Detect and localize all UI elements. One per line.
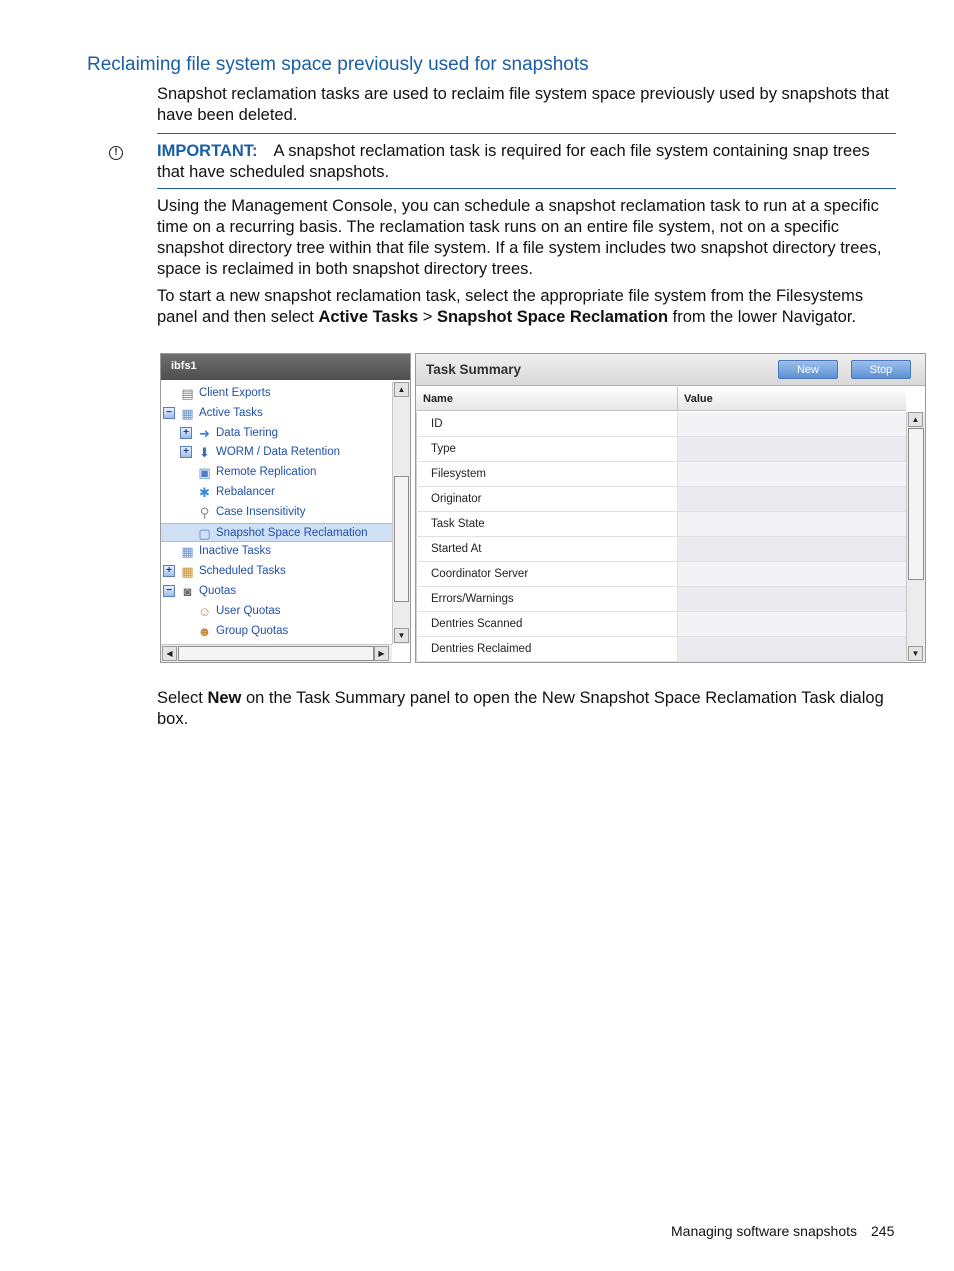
expand-icon[interactable]: + [180,446,192,458]
group-icon: ☻ [197,623,212,639]
tree-item-label: Case Insensitivity [216,505,306,518]
tree-item-label: Active Tasks [199,406,263,419]
case-icon: ⚲ [199,504,210,520]
start-task-paragraph [157,286,899,328]
collapse-icon[interactable]: − [163,585,175,597]
console-screenshot [160,353,925,663]
scroll-right-button[interactable]: ▶ [374,646,389,661]
tree-item[interactable] [161,463,392,482]
page-footer [671,1223,894,1239]
important-circle-icon: ! [109,146,123,160]
grid-scroll-thumb[interactable] [908,428,924,580]
path-separator: > [418,308,437,326]
table-row[interactable] [416,412,906,437]
navigator-panel [160,353,411,663]
tree-item[interactable] [161,523,392,542]
tree-item[interactable] [161,384,392,403]
important-bottom-rule [157,188,896,189]
important-top-rule [157,133,896,134]
row-value [677,512,906,536]
tree-item-label: Data Tiering [216,426,279,439]
task-summary-panel [415,353,926,663]
row-name: Dentries Reclaimed [416,637,676,661]
row-value [677,587,906,611]
row-name: ID [416,412,676,436]
tree-item-label: Group Quotas [216,624,289,637]
important-label: IMPORTANT: [157,142,258,160]
row-name: Started At [416,537,676,561]
new-button[interactable]: New [778,360,838,379]
stop-button[interactable]: Stop [851,360,911,379]
footer-title: Managing software snapshots [671,1223,857,1239]
tiering-arrow-icon: ➜ [199,425,210,441]
table-row[interactable] [416,487,906,512]
task-summary-title: Task Summary [426,362,522,377]
tree-item-label: Rebalancer [216,486,275,498]
new-bold: New [207,689,242,707]
row-value [677,612,906,636]
table-row[interactable] [416,587,906,612]
navigator-hscroll-thumb[interactable] [178,646,374,661]
tree-item[interactable] [161,404,392,423]
tree-item-label: User Quotas [216,604,281,617]
tree-item[interactable] [161,483,392,502]
page-number: 245 [871,1223,895,1239]
row-name: Filesystem [416,462,676,486]
row-name: Errors/Warnings [416,587,676,611]
tree-item-label: Remote Replication [216,466,317,479]
tree-item[interactable] [161,622,392,641]
quota-icon: ◙ [183,584,192,599]
select-new-paragraph [157,688,899,730]
table-row[interactable] [416,637,906,662]
active-tasks-bold: Active Tasks [318,308,419,326]
table-row[interactable] [416,562,906,587]
tree-item[interactable] [161,582,392,601]
user-icon: ☺ [197,603,212,619]
tree-item-label: Scheduled Tasks [199,565,286,578]
tree-item-label: WORM / Data Retention [216,446,340,459]
tree-item[interactable] [161,424,392,443]
navigator-title: ibfs1 [161,354,410,380]
row-value [677,437,906,461]
select-new-text: Select [157,689,208,707]
navigator-scroll-thumb[interactable] [394,476,409,602]
table-row[interactable] [416,437,906,462]
navigator-tree [161,384,392,646]
exports-icon: ▤ [181,386,194,401]
grid-header [416,387,906,411]
tree-item[interactable] [161,562,392,581]
row-name: Task State [416,512,676,536]
row-value [677,462,906,486]
snapshot-reclamation-bold: Snapshot Space Reclamation [436,308,669,326]
table-row[interactable] [416,612,906,637]
expand-icon[interactable]: + [180,427,192,439]
section-heading: Reclaiming file system space previously used for snapshots [87,54,589,75]
row-name: Type [416,437,676,461]
tasks-icon: ▦ [181,405,194,421]
name-column-header[interactable]: Name [423,393,453,405]
row-name: Originator [416,487,676,511]
table-row[interactable] [416,512,906,537]
row-value [677,537,906,561]
rebalancer-icon: ✱ [199,485,210,500]
collapse-icon[interactable]: − [163,407,175,419]
row-value [677,412,906,436]
expand-icon[interactable]: + [163,565,175,577]
tree-item[interactable] [161,542,392,561]
row-value [677,562,906,586]
tree-item[interactable] [161,503,392,522]
table-row[interactable] [416,537,906,562]
grid-scroll-down-button[interactable]: ▼ [908,646,923,661]
start-task-text-end: from the lower Navigator. [668,308,857,326]
value-column-header[interactable]: Value [684,393,713,405]
select-new-text-end: on the Task Summary panel to open the New Snapshot Space Reclamation Task dialog box. [157,689,884,728]
grid-vertical-scrollbar[interactable] [906,412,925,661]
row-value [677,487,906,511]
worm-icon: ⬇ [199,445,210,461]
column-separator [677,387,678,411]
task-summary-header [416,354,925,386]
row-name: Dentries Scanned [416,612,676,636]
row-name: Coordinator Server [416,562,676,586]
table-row[interactable] [416,462,906,487]
tree-item[interactable] [161,443,392,462]
navigator-horizontal-scrollbar[interactable] [161,644,392,662]
important-text: A snapshot reclamation task is required for each file system containing snap trees that have scheduled snapshots. [157,142,870,181]
calendar-icon: ▦ [181,564,194,580]
start-task-text: To start a new snapshot reclamation task, select the appropriate file system from the Filesystems panel and then select [157,287,864,326]
tree-item-label: Quotas [199,585,237,597]
navigator-vertical-scrollbar[interactable] [392,382,410,644]
tasks-icon: ▦ [181,544,194,560]
tree-item-label: Snapshot Space Reclamation [216,526,368,539]
row-value [677,637,906,661]
scroll-down-button[interactable]: ▼ [394,628,409,643]
console-paragraph: Using the Management Console, you can schedule a snapshot reclamation task to run at a specific time on a recurring basis. The reclamation task runs on an entire file system, not on a specific snapshot directory tree within that file system. If a file system includes two snapshot directory trees, space is reclaimed in both snapshot directory trees. [157,197,882,278]
tree-item[interactable] [161,602,392,621]
tree-item-label: Client Exports [199,387,271,399]
intro-paragraph: Snapshot reclamation tasks are used to reclaim file system space previously used by snapshots that have been deleted. [157,85,889,124]
replication-icon: ▣ [198,465,211,481]
important-note [157,141,899,183]
grid-scroll-up-button[interactable]: ▲ [908,412,923,427]
snapshot-icon: ▢ [198,525,211,541]
scroll-left-button[interactable]: ◀ [162,646,177,661]
tree-item-label: Inactive Tasks [199,545,272,558]
scroll-up-button[interactable]: ▲ [394,382,409,397]
